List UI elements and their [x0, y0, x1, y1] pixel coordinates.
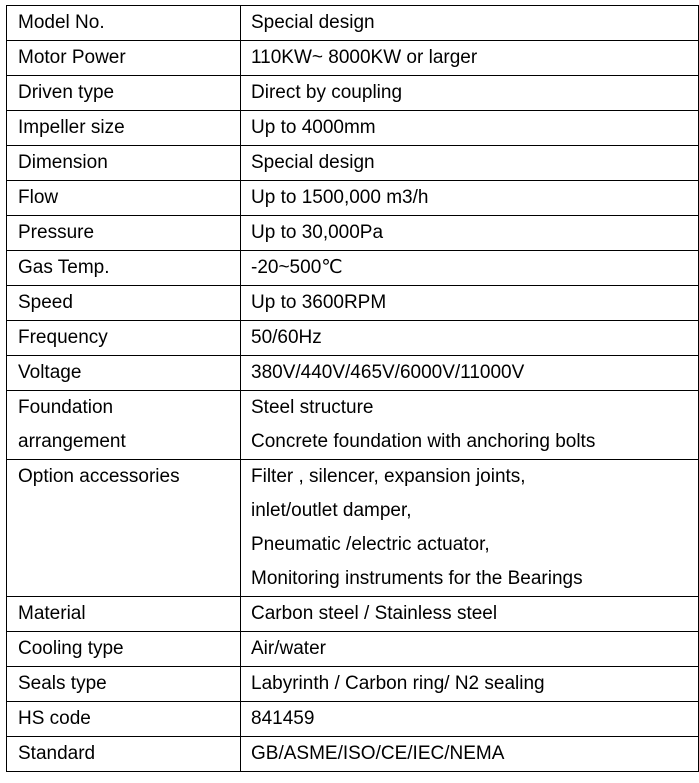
spec-label: Cooling type	[18, 638, 124, 659]
spec-value: 50/60Hz	[251, 327, 322, 348]
spec-value: GB/ASME/ISO/CE/IEC/NEMA	[251, 743, 505, 764]
spec-label: arrangement	[18, 431, 126, 452]
spec-row	[7, 286, 699, 321]
spec-value-cell	[241, 321, 699, 356]
spec-label: Gas Temp.	[18, 257, 110, 278]
spec-value-cell	[241, 391, 699, 460]
spec-label: Material	[18, 603, 86, 624]
spec-label-cell	[7, 286, 241, 321]
spec-row	[7, 702, 699, 737]
spec-label-cell	[7, 76, 241, 111]
spec-label: Frequency	[18, 327, 108, 348]
spec-value-cell	[241, 111, 699, 146]
spec-value-cell	[241, 286, 699, 321]
spec-value: Direct by coupling	[251, 82, 403, 103]
spec-value: 380V/440V/465V/6000V/11000V	[251, 362, 525, 383]
spec-row	[7, 737, 699, 772]
spec-label-cell	[7, 181, 241, 216]
spec-value-cell	[241, 251, 699, 286]
spec-row	[7, 356, 699, 391]
spec-value-cell	[241, 702, 699, 737]
spec-row	[7, 181, 699, 216]
spec-label: HS code	[18, 708, 91, 729]
spec-value: 841459	[251, 708, 315, 729]
spec-row	[7, 216, 699, 251]
spec-label-cell	[7, 41, 241, 76]
spec-value: Concrete foundation with anchoring bolts	[251, 431, 596, 452]
spec-value: Pneumatic /electric actuator,	[251, 534, 490, 555]
spec-label: Pressure	[18, 222, 95, 243]
spec-value: Special design	[251, 152, 375, 173]
spec-label-cell	[7, 737, 241, 772]
spec-row	[7, 667, 699, 702]
spec-value: Air/water	[251, 638, 326, 659]
spec-label-cell	[7, 391, 241, 460]
spec-value: inlet/outlet damper,	[251, 500, 412, 521]
spec-value-cell	[241, 41, 699, 76]
spec-label-cell	[7, 667, 241, 702]
spec-value: Up to 30,000Pa	[251, 222, 384, 243]
spec-label: Flow	[18, 187, 59, 208]
spec-row	[7, 321, 699, 356]
spec-label-cell	[7, 597, 241, 632]
spec-label-cell	[7, 111, 241, 146]
spec-row	[7, 146, 699, 181]
spec-label: Standard	[18, 743, 96, 764]
spec-value-cell	[241, 460, 699, 597]
spec-row	[7, 111, 699, 146]
spec-row	[7, 391, 699, 460]
spec-label-cell	[7, 460, 241, 597]
spec-table-body	[7, 6, 699, 772]
spec-row	[7, 41, 699, 76]
spec-row	[7, 251, 699, 286]
spec-label: Seals type	[18, 673, 107, 694]
spec-label: Dimension	[18, 152, 108, 173]
spec-value: Monitoring instruments for the Bearings	[251, 568, 583, 589]
spec-value: Special design	[251, 12, 375, 33]
spec-label: Voltage	[18, 362, 82, 383]
spec-label-cell	[7, 6, 241, 41]
spec-label: Impeller size	[18, 117, 125, 138]
spec-value-cell	[241, 667, 699, 702]
spec-value: Up to 1500,000 m3/h	[251, 187, 429, 208]
spec-value-cell	[241, 632, 699, 667]
spec-value: Filter , silencer, expansion joints,	[251, 466, 526, 487]
spec-value: -20~500℃	[251, 257, 343, 278]
spec-value: Up to 4000mm	[251, 117, 376, 138]
spec-row	[7, 597, 699, 632]
spec-label: Motor Power	[18, 47, 126, 68]
spec-value: Steel structure	[251, 397, 374, 418]
spec-label-cell	[7, 321, 241, 356]
spec-row	[7, 6, 699, 41]
spec-label: Foundation	[18, 397, 114, 418]
spec-label: Driven type	[18, 82, 115, 103]
spec-table	[6, 5, 699, 772]
spec-value-cell	[241, 146, 699, 181]
spec-value-cell	[241, 6, 699, 41]
spec-value: Carbon steel / Stainless steel	[251, 603, 498, 624]
spec-row	[7, 632, 699, 667]
spec-value-cell	[241, 597, 699, 632]
spec-row	[7, 460, 699, 597]
spec-value: 110KW~ 8000KW or larger	[251, 47, 478, 68]
spec-label-cell	[7, 216, 241, 251]
spec-value-cell	[241, 216, 699, 251]
spec-value: Up to 3600RPM	[251, 292, 387, 313]
spec-value-cell	[241, 737, 699, 772]
spec-value-cell	[241, 181, 699, 216]
spec-label: Model No.	[18, 12, 105, 33]
spec-label-cell	[7, 356, 241, 391]
spec-value: Labyrinth / Carbon ring/ N2 sealing	[251, 673, 545, 694]
spec-label-cell	[7, 251, 241, 286]
spec-label: Speed	[18, 292, 73, 313]
spec-label: Option accessories	[18, 466, 180, 487]
spec-value-cell	[241, 356, 699, 391]
spec-value-cell	[241, 76, 699, 111]
spec-label-cell	[7, 702, 241, 737]
spec-label-cell	[7, 632, 241, 667]
spec-label-cell	[7, 146, 241, 181]
spec-row	[7, 76, 699, 111]
